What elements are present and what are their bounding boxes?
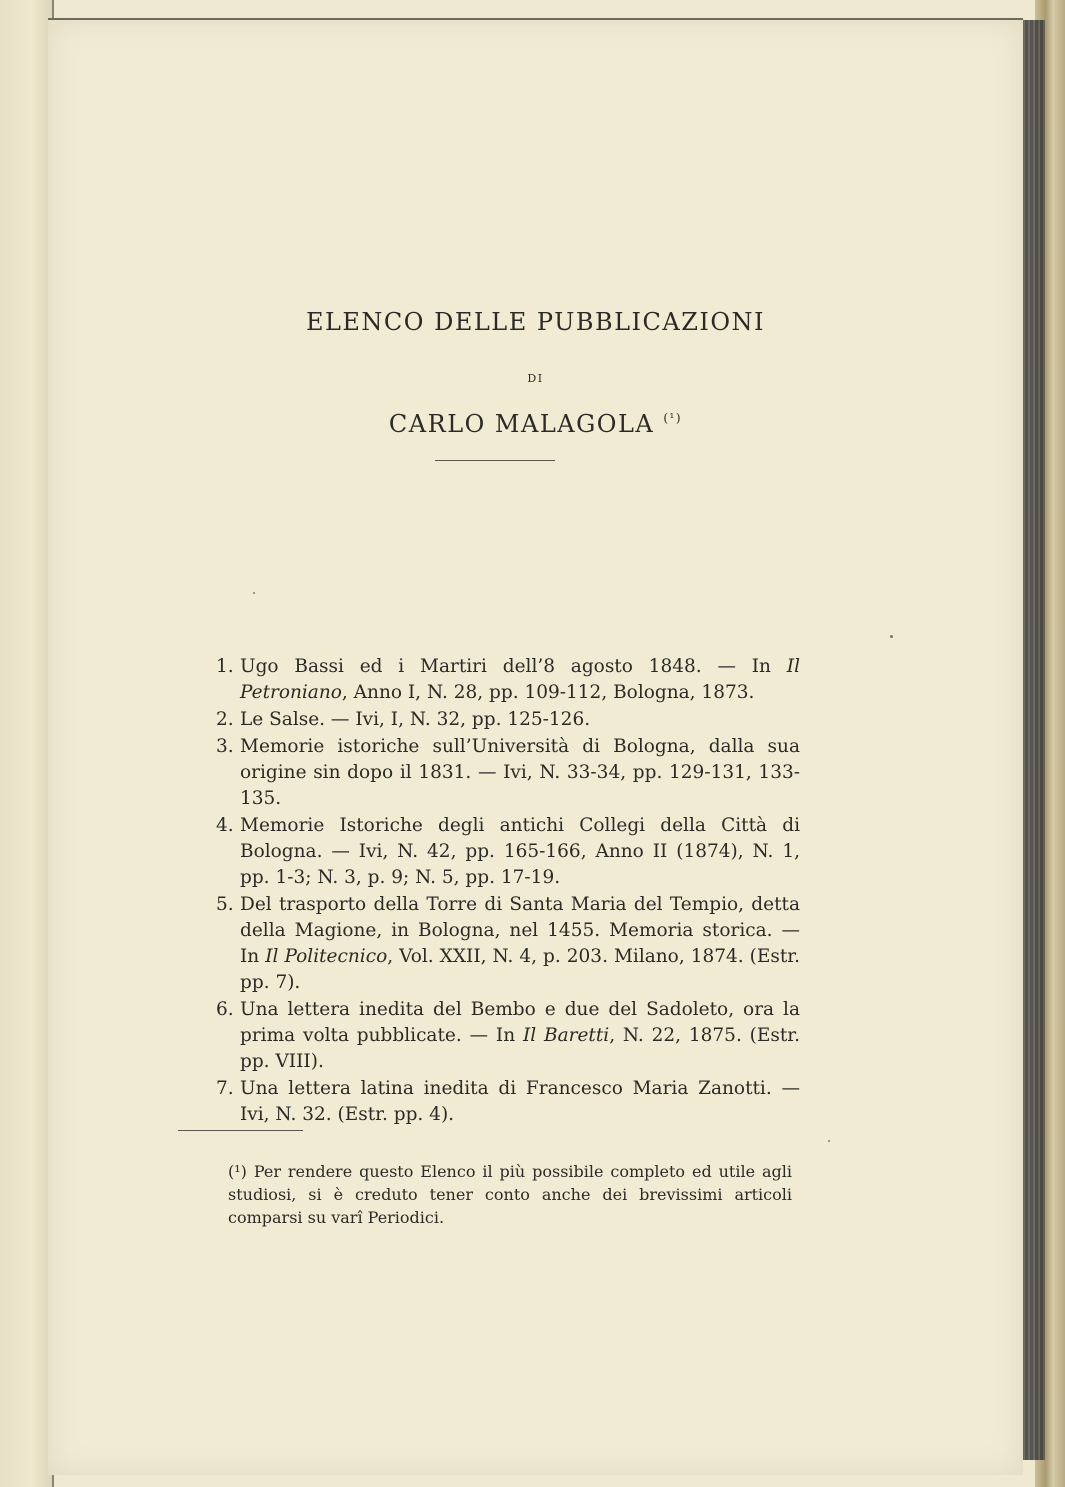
entry-text: Ugo Bassi ed i Martiri dell’8 agosto 1848. — In bbox=[240, 656, 787, 677]
author-name-line bbox=[48, 410, 1023, 438]
entry-number: 7. bbox=[216, 1078, 234, 1099]
entry-text: Memorie Istoriche degli antichi Collegi della Città di Bologna. — Ivi, N. 42, pp. 165-166, Anno II (1874), N. 1, pp. 1-3; N. 3, p. 9; N. 5, pp. 17-19. bbox=[240, 815, 800, 888]
list-item bbox=[188, 892, 800, 996]
paper-speck bbox=[828, 1140, 830, 1142]
footnote-body bbox=[180, 1160, 792, 1229]
footnote bbox=[180, 1160, 792, 1229]
page-title: ELENCO DELLE PUBBLICAZIONI bbox=[305, 308, 766, 336]
entry-text: Del trasporto della Torre di Santa Maria del Tempio, detta della Magione, in Bologna, nel 1455. Memoria storica. — In bbox=[240, 894, 800, 967]
entry-text: , Anno I, N. 28, pp. 109-112, Bologna, 1873. bbox=[341, 682, 755, 703]
book-fore-edge bbox=[1021, 20, 1045, 1460]
entry-text: , N. 22, 1875. (Estr. pp. VIII). bbox=[240, 1025, 801, 1072]
list-item bbox=[188, 654, 800, 706]
list-item bbox=[188, 1076, 800, 1128]
footnote-reference: (¹) bbox=[663, 411, 683, 425]
entry-text: Le Salse. — Ivi, I, N. 32, pp. 125-126. bbox=[240, 709, 591, 730]
footnote-divider bbox=[178, 1130, 303, 1131]
periodical-title: Il Petroniano bbox=[240, 656, 800, 703]
paper-speck bbox=[253, 592, 255, 594]
left-page-edge bbox=[0, 0, 54, 1487]
title-connector: DI bbox=[527, 372, 544, 385]
entry-text: Una lettera inedita del Bembo e due del Sadoleto, ora la prima volta pubblicate. — In bbox=[240, 999, 800, 1046]
entry-text: Una lettera latina inedita di Francesco Maria Zanotti. — Ivi, N. 32. (Estr. pp. 4). bbox=[240, 1078, 800, 1125]
periodical-title: Il Baretti bbox=[522, 1025, 610, 1046]
entry-number: 2. bbox=[216, 709, 234, 730]
entry-number: 4. bbox=[216, 815, 234, 836]
paper-speck bbox=[890, 635, 893, 638]
entry-number: 1. bbox=[216, 656, 234, 677]
list-item bbox=[188, 997, 800, 1075]
title-divider bbox=[435, 460, 555, 461]
publication-list bbox=[188, 654, 800, 1129]
footnote-marker: (¹) bbox=[228, 1162, 247, 1181]
entry-number: 5. bbox=[216, 894, 234, 915]
footnote-text: Per rendere questo Elenco il più possibile completo ed utile agli studiosi, si è creduto tener conto anche dei brevissimi articoli comparsi su varî Periodici. bbox=[228, 1162, 792, 1227]
periodical-title: Il Politecnico bbox=[265, 946, 388, 967]
entry-number: 6. bbox=[216, 999, 234, 1020]
book-page bbox=[48, 18, 1023, 1475]
entry-number: 3. bbox=[216, 736, 234, 757]
author-name: CARLO MALAGOLA bbox=[388, 410, 655, 438]
entry-text: Memorie istoriche sull’Università di Bologna, dalla sua origine sin dopo il 1831. — Ivi, N. 33-34, pp. 129-131, 133-135. bbox=[240, 736, 800, 809]
entry-text: , Vol. XXII, N. 4, p. 203. Milano, 1874. (Estr. pp. 7). bbox=[240, 946, 800, 993]
list-item bbox=[188, 707, 800, 733]
list-item bbox=[188, 734, 800, 812]
list-item bbox=[188, 813, 800, 891]
